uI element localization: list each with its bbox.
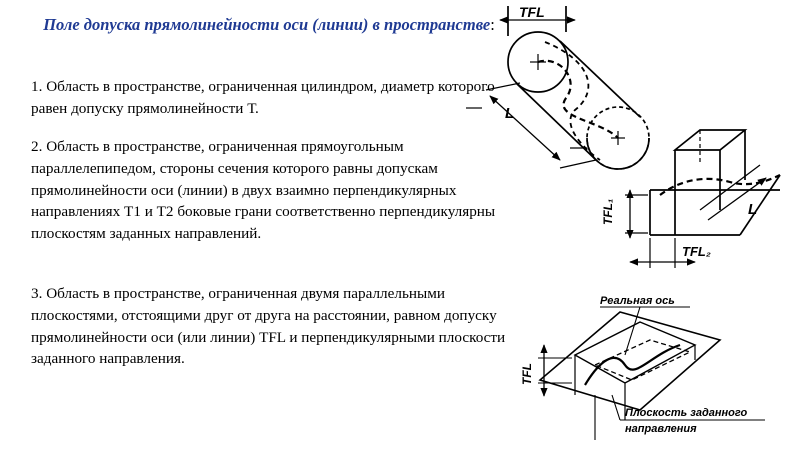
paragraph-parallelepiped: 2. Область в пространстве, ограниченная прямоугольным параллелепипедом, стороны сечения которого равны допускам прямолинейности оси (линии) в двух взаимно перпендикулярных направлениях Т1 и Т2 боковые грани соответственно перпендикулярны плоскостям заданных направлений. (31, 138, 496, 243)
plane-tfl-label: TFL (520, 363, 534, 385)
prism-tfl1-label: TFL₁ (601, 198, 615, 225)
plane-label-line2: направления (625, 423, 697, 435)
slide-title-colon: : (490, 15, 495, 34)
slide-title-text: Поле допуска прямолинейности оси (линии) в пространстве (43, 15, 491, 34)
prism-tfl2-label: TFL₂ (682, 244, 711, 259)
cylinder-l-label: L (505, 105, 515, 122)
figure-planes (515, 285, 795, 445)
slide-title (34, 14, 504, 36)
paragraph-planes: 3. Область в пространстве, ограниченная двумя параллельными плоскостями, отстоящими друг от друга на расстоянии, равном допуску прямолинейности оси (или линии) TFL и перпендикулярными плоскости заданного направления. (31, 285, 506, 368)
prism-l-label: L (748, 201, 758, 218)
paragraph-cylinder: 1. Область в пространстве, ограниченная цилиндром, диаметр которого равен допуску прямолинейности Т. (31, 78, 495, 117)
plane-label-line1: Плоскость заданного (625, 407, 748, 419)
figure-parallelepiped (595, 125, 800, 275)
real-axis-label: Реальная ось (600, 295, 675, 307)
cylinder-tfl-label: TFL (519, 4, 545, 20)
